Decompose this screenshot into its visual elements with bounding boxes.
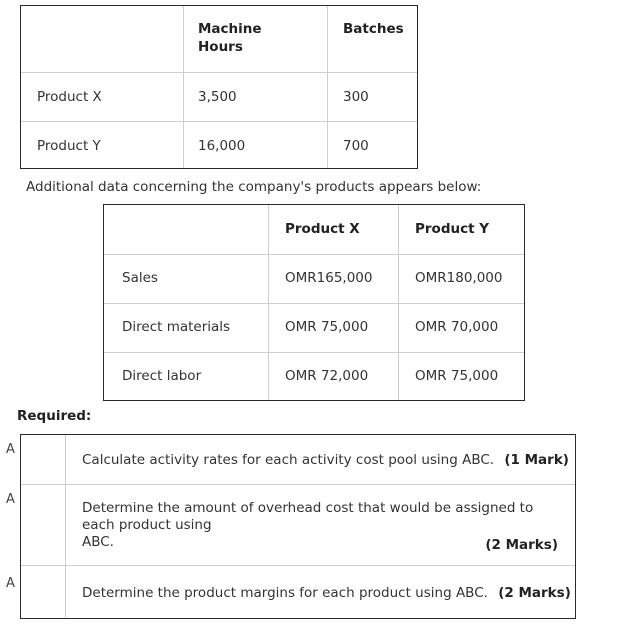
requirement-1-text: Calculate activity rates for each activity cost pool using ABC.: [82, 452, 495, 468]
requirement-letter-3: A: [6, 576, 15, 591]
requirement-2: [82, 500, 533, 551]
requirement-3-marks: (2 Marks): [498, 585, 571, 601]
row-direct-materials-y: OMR 70,000: [415, 319, 499, 335]
requirement-3: [82, 585, 571, 601]
requirement-1: [82, 452, 569, 468]
required-label: Required:: [17, 408, 92, 424]
intro-text: Additional data concerning the company's products appears below:: [26, 179, 482, 195]
row-product-x-batches: 300: [343, 89, 369, 105]
requirements-table: [20, 434, 576, 619]
requirement-1-marks: (1 Mark): [504, 452, 569, 468]
header-machine: Machine: [198, 21, 262, 37]
row-direct-labor-label: Direct labor: [122, 368, 202, 384]
requirement-letter-2: A: [6, 492, 15, 507]
header-hours: Hours: [198, 39, 243, 55]
row-direct-materials-x: OMR 75,000: [285, 319, 369, 335]
requirement-2-marks: (2 Marks): [485, 537, 558, 553]
row-product-y-machine-hours: 16,000: [198, 138, 246, 154]
row-direct-materials-label: Direct materials: [122, 319, 231, 335]
row-product-y-label: Product Y: [37, 138, 101, 154]
requirement-3-text: Determine the product margins for each product using ABC.: [82, 585, 488, 601]
requirement-letter-1: A: [6, 442, 15, 457]
row-sales-y: OMR180,000: [415, 270, 503, 286]
product-data-table: [103, 204, 525, 401]
production-data-table: [20, 5, 418, 169]
requirement-2-line-2: each product using: [82, 517, 212, 533]
row-sales-x: OMR165,000: [285, 270, 373, 286]
row-product-x-label: Product X: [37, 89, 102, 105]
header-product-y: Product Y: [415, 221, 490, 237]
row-direct-labor-x: OMR 72,000: [285, 368, 369, 384]
header-product-x: Product X: [285, 221, 360, 237]
requirement-2-line-3: ABC.: [82, 534, 114, 550]
header-batches: Batches: [343, 21, 404, 37]
row-product-y-batches: 700: [343, 138, 369, 154]
row-product-x-machine-hours: 3,500: [198, 89, 237, 105]
requirement-2-line-1: Determine the amount of overhead cost that would be assigned to: [82, 500, 534, 516]
row-sales-label: Sales: [122, 270, 158, 286]
row-direct-labor-y: OMR 75,000: [415, 368, 499, 384]
